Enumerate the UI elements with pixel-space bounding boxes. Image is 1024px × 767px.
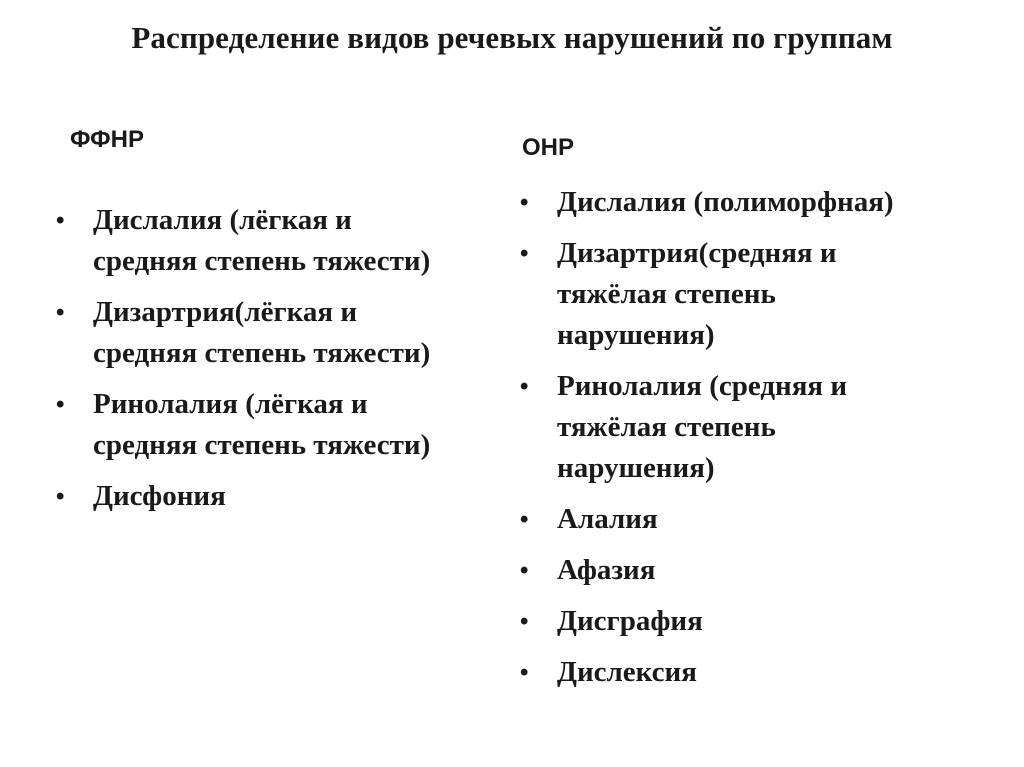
onr-list xyxy=(520,182,940,703)
bullet-icon: • xyxy=(520,189,529,216)
bullet-icon: • xyxy=(56,483,65,510)
list-item xyxy=(520,550,940,591)
bullet-icon: • xyxy=(520,557,529,584)
list-item xyxy=(520,182,940,223)
list-item xyxy=(56,292,436,374)
bullet-icon: • xyxy=(520,240,529,267)
ffnr-list xyxy=(56,200,436,527)
list-item-text: Ринолалия (лёгкая и средняя степень тяжести) xyxy=(93,388,431,461)
bullet-icon: • xyxy=(520,659,529,686)
list-item-text: Дисграфия xyxy=(557,605,703,637)
bullet-icon: • xyxy=(56,391,65,418)
list-item xyxy=(520,652,940,693)
bullet-icon: • xyxy=(520,506,529,533)
list-item-text: Дизартрия(средняя и тяжёлая степень нарушения) xyxy=(557,237,837,351)
list-item-text: Дизартрия(лёгкая и средняя степень тяжести) xyxy=(93,296,431,369)
list-item xyxy=(520,233,940,356)
list-item xyxy=(520,601,940,642)
bullet-icon: • xyxy=(520,608,529,635)
list-item xyxy=(520,499,940,540)
list-item-text: Дислалия (лёгкая и средняя степень тяжести) xyxy=(93,204,431,277)
list-item-text: Афазия xyxy=(557,554,656,586)
heading-ffnr: ФФНР xyxy=(70,126,144,153)
list-item-text: Дислалия (полиморфная) xyxy=(557,186,894,218)
slide-title: Распределение видов речевых нарушений по группам xyxy=(131,20,893,55)
bullet-icon: • xyxy=(520,373,529,400)
heading-onr: ОНР xyxy=(522,134,575,161)
list-item xyxy=(56,384,436,466)
list-item xyxy=(56,476,436,517)
list-item-text: Алалия xyxy=(557,503,658,535)
list-item-text: Дислексия xyxy=(557,656,697,688)
list-item-text: Ринолалия (средняя и тяжёлая степень нарушения) xyxy=(557,370,848,484)
list-item xyxy=(56,200,436,282)
bullet-icon: • xyxy=(56,207,65,234)
bullet-icon: • xyxy=(56,299,65,326)
list-item-text: Дисфония xyxy=(93,480,226,512)
list-item xyxy=(520,366,940,489)
